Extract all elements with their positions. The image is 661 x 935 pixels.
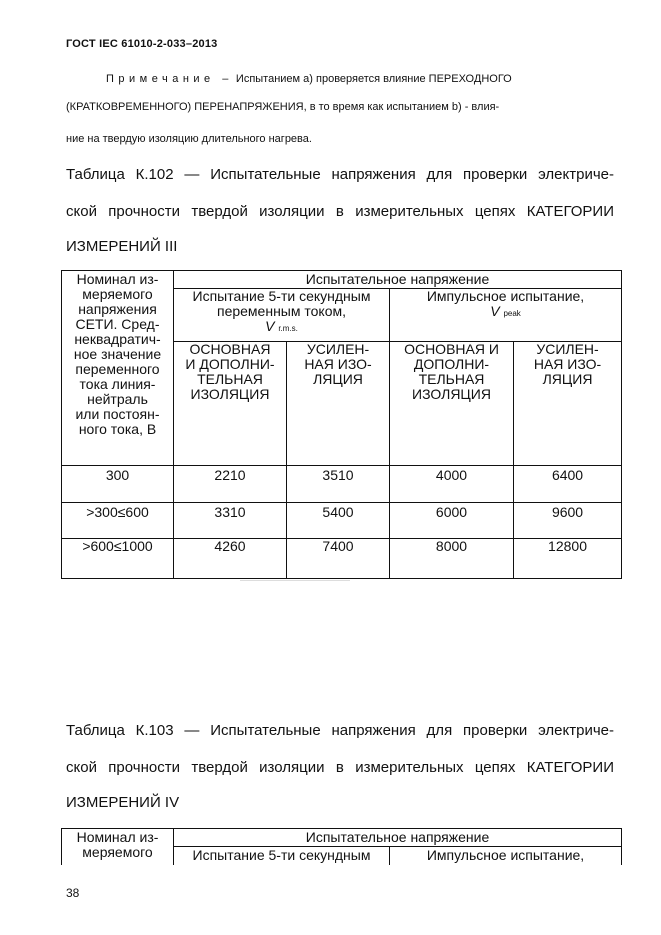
- table102-caption-line1: Таблица К.102 — Испытательные напряжения для проверки электриче-: [66, 166, 614, 183]
- header-reinforced-insulation: УСИЛЕН- НАЯ ИЗО- ЛЯЦИЯ: [287, 342, 390, 466]
- note-label: Примечание –: [106, 73, 233, 85]
- table-k102: [61, 270, 622, 579]
- header-test-voltage: Испытательное напряжение: [174, 271, 622, 289]
- header-test-5s: Испытание 5-ти секундным переменным током, V r.m.s.: [174, 289, 390, 342]
- scan-artifact: [240, 580, 350, 581]
- table-row: >300≤600 3310 5400 6000 9600: [62, 503, 622, 539]
- header-basic-insulation-impulse: ОСНОВНАЯ И ДОПОЛНИ- ТЕЛЬНАЯ ИЗОЛЯЦИЯ: [390, 342, 514, 466]
- note-text-1: Испытанием а) проверяется влияние ПЕРЕХОДНОГО: [235, 73, 512, 85]
- table102-caption-line3: ИЗМЕРЕНИЙ III: [66, 238, 178, 255]
- table-row: >600≤1000 4260 7400 8000 12800: [62, 539, 622, 579]
- table103-caption-line3: ИЗМЕРЕНИЙ IV: [66, 794, 180, 811]
- document-header: ГОСТ IEC 61010-2-033–2013: [66, 38, 218, 50]
- page-number: 38: [66, 886, 80, 900]
- table103-caption-line2: ской прочности твердой изоляции в измерительных цепях КАТЕГОРИИ: [66, 759, 614, 776]
- note-line-3: ние на твердую изоляцию длительного нагрева.: [66, 133, 312, 145]
- table103-caption-line1: Таблица К.103 — Испытательные напряжения для проверки электриче-: [66, 722, 614, 739]
- header-test-voltage: Испытательное напряжение: [174, 829, 622, 847]
- header-test-5s: Испытание 5-ти секундным: [174, 847, 390, 865]
- table-k103: [61, 828, 622, 865]
- header-reinforced-insulation-impulse: УСИЛЕН- НАЯ ИЗО- ЛЯЦИЯ: [514, 342, 622, 466]
- table-row: 300 2210 3510 4000 6400: [62, 466, 622, 503]
- header-impulse: Импульсное испытание,: [390, 847, 622, 865]
- table102-caption-line2: ской прочности твердой изоляции в измерительных цепях КАТЕГОРИИ: [66, 203, 614, 220]
- header-basic-insulation: ОСНОВНАЯ И ДОПОЛНИ- ТЕЛЬНАЯ ИЗОЛЯЦИЯ: [174, 342, 287, 466]
- header-impulse: Импульсное испытание, V peak: [390, 289, 622, 342]
- col-header-nominal: Номинал из- меряемого напряжения СЕТИ. Сред- неквадратич- ное значение переменного тока линия- нейтраль или постоян- ного тока, В: [62, 271, 174, 466]
- note-line-1: [66, 72, 614, 86]
- note-line-2: (КРАТКОВРЕМЕННОГО) ПЕРЕНАПРЯЖЕНИЯ, в то время как испытанием b) - влия-: [66, 101, 500, 113]
- col-header-nominal: Номинал из- меряемого: [62, 829, 174, 865]
